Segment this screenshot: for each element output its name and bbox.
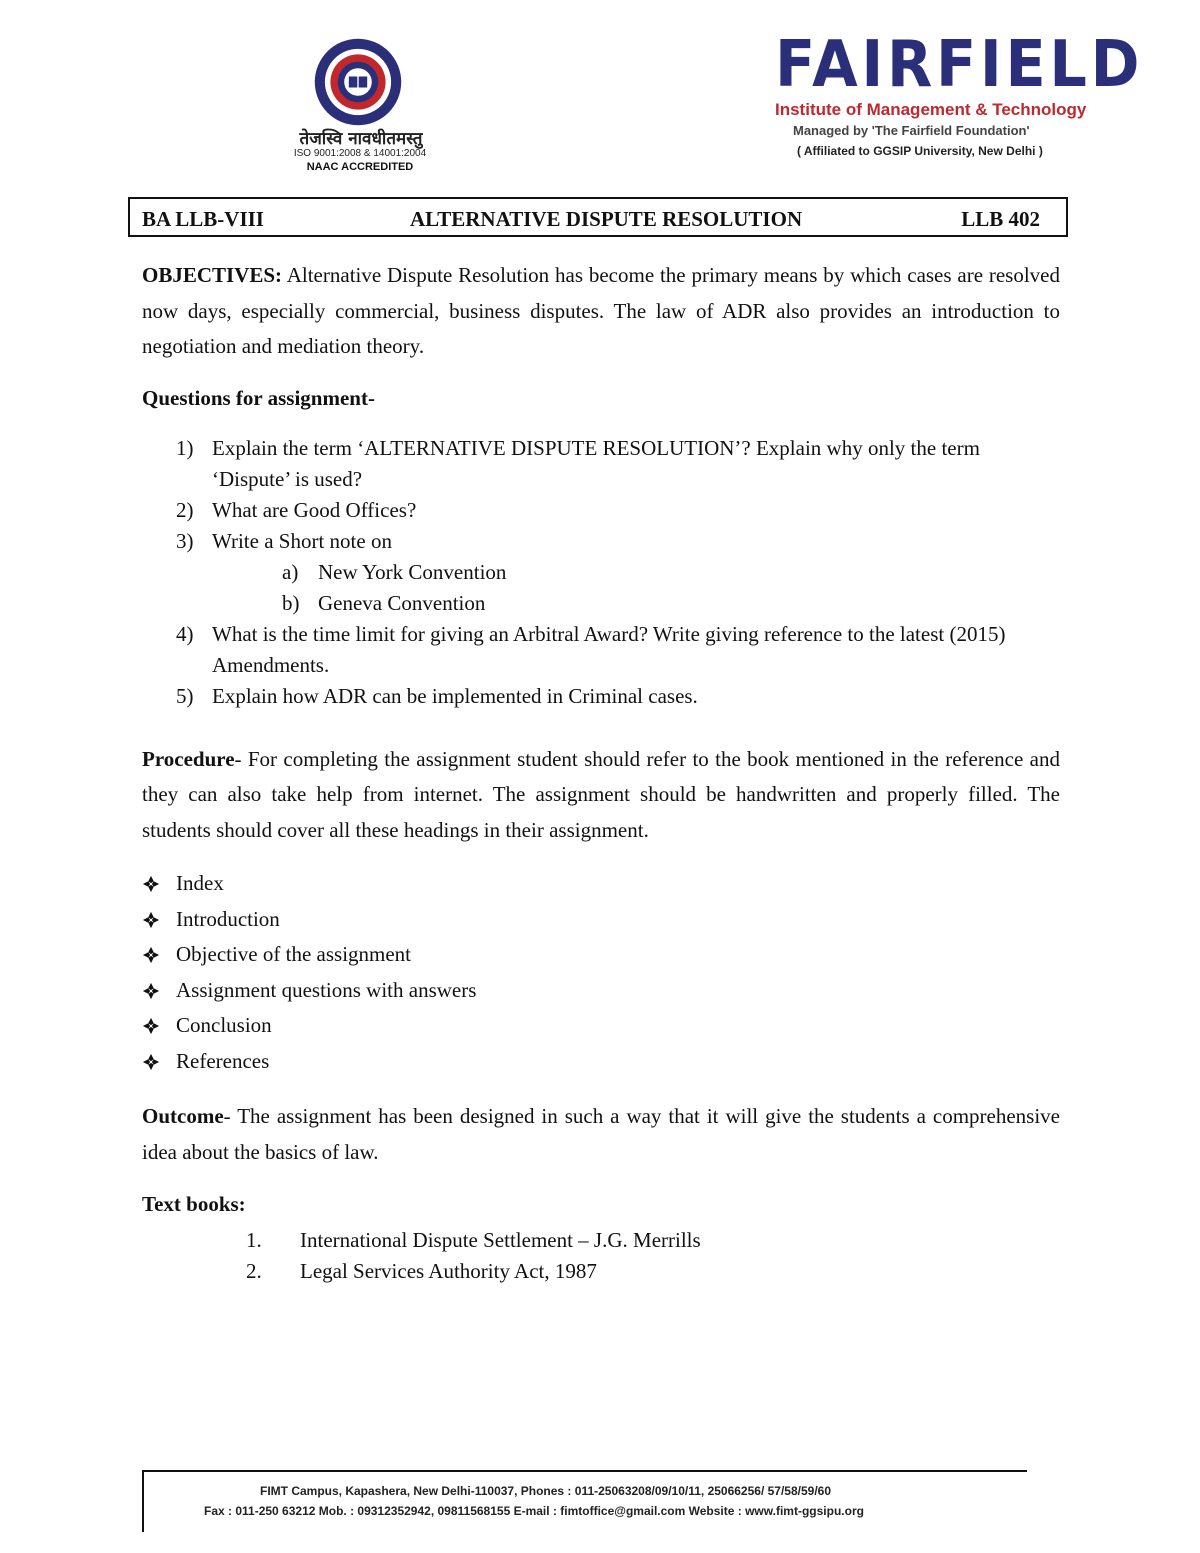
diamond-bullet-icon [142, 911, 160, 929]
list-item-text: Assignment questions with answers [176, 977, 477, 1002]
managed-by: Managed by 'The Fairfield Foundation' [793, 123, 1030, 138]
textbook-item [142, 1225, 1060, 1256]
question-number: 3) [176, 528, 194, 553]
list-item [142, 973, 1060, 1009]
questions-heading: Questions for assignment- [142, 385, 375, 410]
list-item-text: Index [176, 871, 224, 895]
course-title: ALTERNATIVE DISPUTE RESOLUTION [410, 207, 803, 231]
naac-accreditation: NAAC ACCREDITED [306, 161, 414, 173]
question-text: Explain how ADR can be implemented in Criminal cases. [212, 683, 698, 708]
textbook-number: 1. [246, 1228, 262, 1252]
list-item-text: Conclusion [176, 1013, 272, 1037]
brand-logo-text: FAIRFIELD [775, 28, 1144, 102]
list-item [142, 1044, 1060, 1080]
institute-brand [775, 28, 1144, 158]
question-number: 2) [176, 497, 194, 522]
headings-list [142, 866, 1060, 1079]
textbook-title: International Dispute Settlement – J.G. Merrills [300, 1228, 701, 1252]
diamond-bullet-icon [142, 1053, 160, 1071]
question-item [142, 526, 1060, 619]
list-item-text: References [176, 1048, 270, 1073]
diamond-bullet-icon [142, 875, 160, 893]
sub-item-letter: b) [282, 590, 300, 615]
sub-item-text: New York Convention [318, 559, 507, 584]
course-code: LLB 402 [961, 207, 1040, 231]
sub-item [212, 588, 1060, 619]
question-item [142, 495, 1060, 526]
outcome-text: - The assignment has been designed in such a way that it will give the students a comprehensive idea about the basics of law. [142, 1104, 1060, 1164]
diamond-bullet-icon [142, 982, 160, 1000]
textbook-title: Legal Services Authority Act, 1987 [300, 1259, 597, 1283]
textbooks-heading: Text books: [142, 1192, 246, 1216]
iso-certification: ISO 9001:2008 & 14001:2004 [293, 148, 427, 159]
diamond-bullet-icon [142, 946, 160, 964]
question-item [142, 681, 1060, 712]
list-item-text: Objective of the assignment [176, 942, 412, 966]
objectives-paragraph [142, 258, 1060, 365]
questions-list [142, 433, 1060, 712]
brand-subtitle: Institute of Management & Technology [775, 100, 1087, 119]
letterhead [0, 0, 1200, 190]
list-item [142, 902, 1060, 938]
question-text: What are Good Offices? [212, 497, 417, 522]
affiliation: ( Affiliated to GGSIP University, New Delhi ) [797, 144, 1043, 158]
course-title-box [128, 197, 1068, 237]
procedure-paragraph [142, 742, 1060, 849]
question-number: 1) [176, 435, 194, 460]
question-item [142, 433, 1060, 495]
list-item [142, 1008, 1060, 1044]
textbooks-list [142, 1225, 1060, 1287]
list-item [142, 937, 1060, 973]
institute-motto: तेजस्वि नावधीतमस्तु [299, 129, 423, 149]
sub-item [212, 557, 1060, 588]
diamond-bullet-icon [142, 1017, 160, 1035]
textbook-number: 2. [246, 1259, 262, 1283]
objectives-label: OBJECTIVES: [142, 263, 283, 287]
question-text: Write a Short note on [212, 528, 392, 553]
question-item [142, 619, 1060, 681]
outcome-paragraph [142, 1099, 1060, 1170]
list-item-text: Introduction [176, 906, 280, 931]
document-body [142, 258, 1060, 1287]
outcome-label: Outcome [142, 1104, 224, 1128]
objectives-text: Alternative Dispute Resolution has become the primary means by which cases are resolved now days, especially commercial, business disputes. The law of ADR also provides an introduction to negotiation and mediation theory. [142, 263, 1060, 358]
course-program: BA LLB-VIII [142, 207, 264, 231]
procedure-label: Procedure [142, 746, 235, 771]
question-sublist [212, 557, 1060, 619]
footer-contact [142, 1470, 1027, 1532]
institute-emblem-icon [312, 36, 404, 128]
procedure-text: - For completing the assignment student should refer to the book mentioned in the reference and they can also take help from internet. The assignment should be handwritten and properly filled. The students should cover all these headings in their assignment. [142, 746, 1060, 842]
sub-item-letter: a) [282, 559, 299, 584]
question-number: 4) [176, 621, 194, 646]
sub-item-text: Geneva Convention [318, 590, 486, 615]
question-number: 5) [176, 683, 194, 708]
list-item [142, 866, 1060, 902]
footer-contacts: Fax : 011-250 63212 Mob. : 09312352942, 09811568155 E-mail : fimtoffice@gmail.com Website : www.fimt-ggsipu.org [204, 1504, 864, 1518]
footer-address: FIMT Campus, Kapashera, New Delhi-110037, Phones : 011-25063208/09/10/11, 25066256/ 57/58/59/60 [260, 1484, 832, 1498]
question-text: Explain the term ‘ALTERNATIVE DISPUTE RESOLUTION’? Explain why only the term ‘Dispute’ is used? [212, 435, 980, 491]
question-text: What is the time limit for giving an Arbitral Award? Write giving reference to the latest (2015) Amendments. [212, 621, 1006, 677]
textbook-item [142, 1256, 1060, 1287]
